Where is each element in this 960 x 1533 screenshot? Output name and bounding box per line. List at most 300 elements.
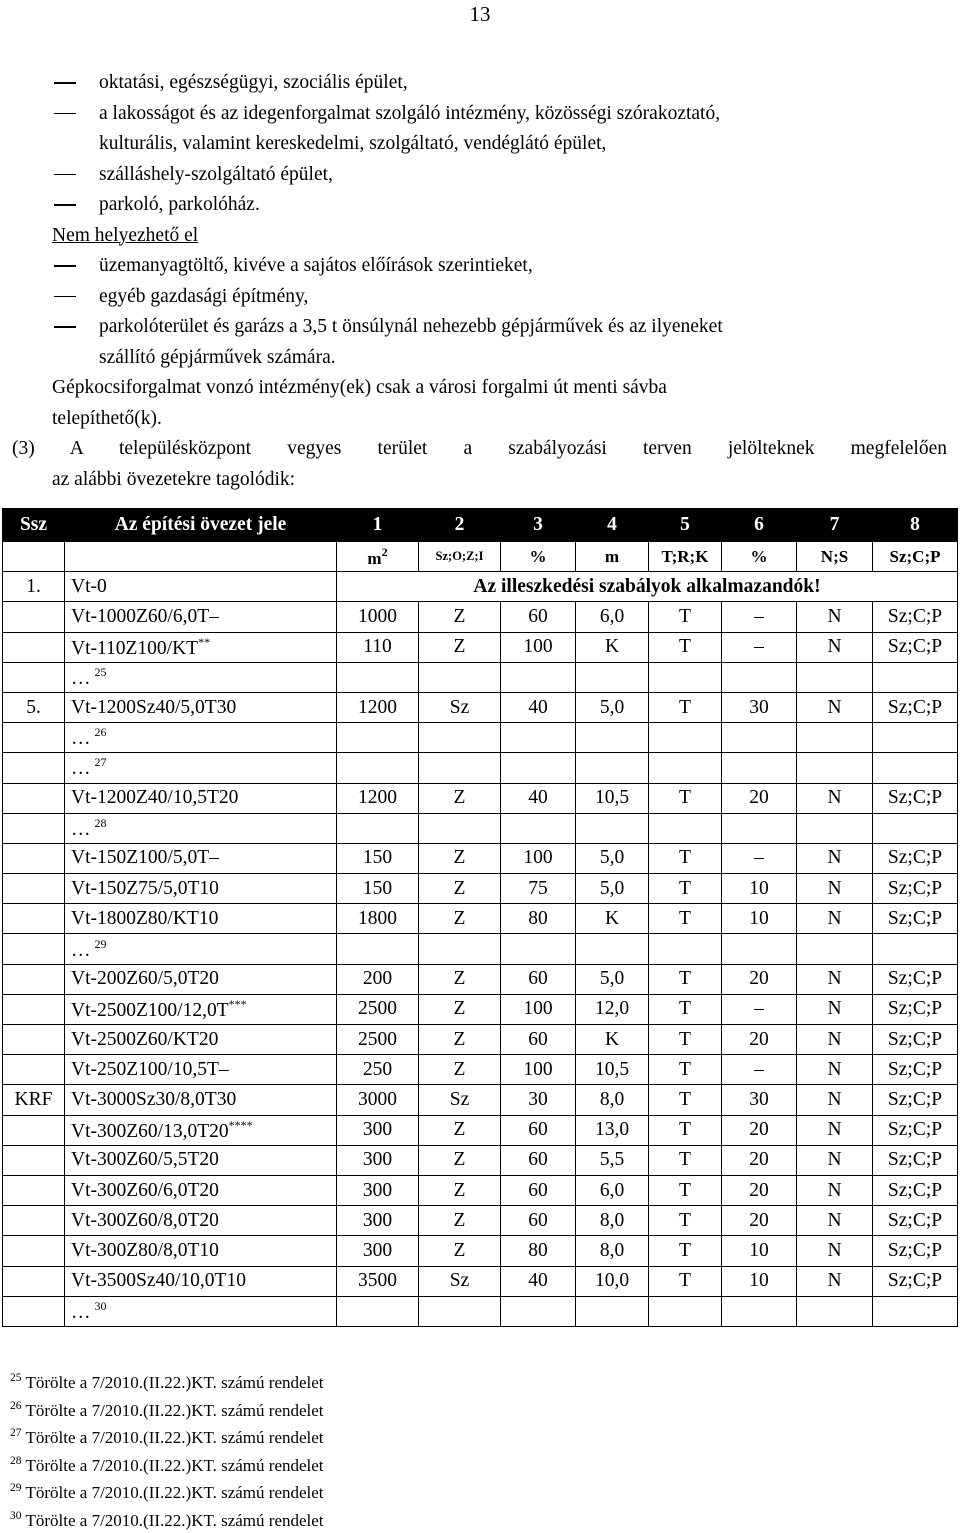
value-cell: 5,5 [576,1145,649,1175]
table-row [3,1055,958,1085]
value-cell: 60 [501,1206,576,1236]
value-cell: K [576,904,649,934]
table-row [3,904,958,934]
value-cell: Sz;C;P [873,994,958,1024]
table-row [3,692,958,722]
ssz-cell: 1. [3,572,65,602]
value-cell: 30 [722,692,797,722]
zone-code: Vt-3000Sz30/8,0T30 [71,1088,237,1110]
ssz-cell [3,632,65,662]
value-cell: N [797,964,873,994]
value-cell [337,723,419,753]
value-cell [797,813,873,843]
units-cell: Sz;O;Z;I [419,542,501,572]
table-row [3,1145,958,1175]
value-cell [873,934,958,964]
value-cell: 150 [337,874,419,904]
ssz-cell [3,1296,65,1326]
value-cell: 80 [501,1236,576,1266]
deleted-row-ellipsis: … [71,728,91,750]
header-cell: 7 [797,509,873,542]
value-cell: T [649,1236,722,1266]
value-cell: N [797,1266,873,1296]
zone-name-cell [65,632,337,662]
value-cell: 80 [501,904,576,934]
value-cell: 10 [722,1236,797,1266]
value-cell: Z [419,783,501,813]
list-item-continuation [12,129,947,160]
deleted-row-ellipsis: … [71,667,91,689]
dash-bullet-icon [54,296,76,298]
ssz-cell [3,964,65,994]
value-cell: Z [419,1236,501,1266]
paragraph-line [12,404,947,435]
value-cell [576,934,649,964]
value-cell: Z [419,843,501,873]
value-cell: 75 [501,874,576,904]
zone-name-cell [65,874,337,904]
footnote-number: 27 [10,1427,22,1440]
value-cell [873,813,958,843]
value-cell: T [649,1175,722,1205]
list-item [12,282,947,313]
value-cell [576,813,649,843]
zone-name-cell [65,662,337,692]
value-cell: Z [419,994,501,1024]
value-cell: 20 [722,1206,797,1236]
units-cell: Sz;C;P [873,542,958,572]
value-cell: T [649,994,722,1024]
value-cell: N [797,1055,873,1085]
dash-bullet-icon [54,326,76,328]
value-cell: 6,0 [576,1175,649,1205]
value-cell [501,662,576,692]
zone-name-cell [65,1236,337,1266]
value-cell: Sz;C;P [873,632,958,662]
table-row [3,1025,958,1055]
value-cell [797,662,873,692]
ssz-cell [3,1115,65,1145]
zone-code: Vt-3500Sz40/10,0T10 [71,1270,246,1292]
ssz-cell [3,602,65,632]
value-cell [873,662,958,692]
value-cell [649,753,722,783]
value-cell: 10,5 [576,783,649,813]
value-cell: 150 [337,843,419,873]
deleted-row-ellipsis: … [71,818,91,840]
zone-code: Vt-1200Sz40/5,0T30 [71,696,237,718]
value-cell: K [576,632,649,662]
footnote [10,1450,324,1478]
value-cell: Sz;C;P [873,1206,958,1236]
list-item [12,68,947,99]
dash-bullet-icon [54,82,76,84]
value-cell [722,1296,797,1326]
list-item [12,160,947,191]
value-cell: Sz;C;P [873,874,958,904]
paragraph-3-continuation [12,465,947,496]
footnote-text: Törölte a 7/2010.(II.22.)KT. számú rendelet [25,1483,324,1503]
zone-code: Vt-2500Z100/12,0T [71,999,229,1021]
ssz-cell [3,1175,65,1205]
footnote-ref: 26 [94,725,107,740]
zoning-table [2,508,958,1327]
header-cell: 3 [501,509,576,542]
zone-name-cell [65,1085,337,1115]
value-cell: N [797,904,873,934]
value-cell: Z [419,1175,501,1205]
list-item [12,251,947,282]
table-row [3,753,958,783]
units-cell: m [576,542,649,572]
value-cell: 1000 [337,602,419,632]
value-cell: Z [419,1115,501,1145]
value-cell: N [797,1236,873,1266]
zone-name-cell [65,753,337,783]
value-cell: 300 [337,1115,419,1145]
footnote-ref: 27 [94,755,107,770]
value-cell: 100 [501,632,576,662]
value-cell [576,662,649,692]
table-row [3,994,958,1024]
value-cell: T [649,1145,722,1175]
value-cell: Z [419,602,501,632]
value-cell [337,662,419,692]
ssz-cell [3,874,65,904]
value-cell: N [797,602,873,632]
value-cell: 200 [337,964,419,994]
list-item-text: üzemanyagtöltő, kivéve a sajátos előírások szerintieket, [99,255,533,276]
value-cell: 10,0 [576,1266,649,1296]
value-cell: Sz;C;P [873,783,958,813]
value-cell: Sz;C;P [873,1266,958,1296]
table-row [3,964,958,994]
value-cell: 60 [501,1175,576,1205]
footnote-number: 30 [10,1509,22,1522]
deleted-row-ellipsis: … [71,1301,91,1323]
zone-name-cell [65,964,337,994]
value-cell [501,934,576,964]
page-number: 13 [469,2,491,26]
zone-note-marker: *** [228,996,247,1011]
value-cell: 2500 [337,1025,419,1055]
table-row [3,632,958,662]
zone-code: Vt-110Z100/KT [71,637,199,659]
value-cell: 3500 [337,1266,419,1296]
value-cell: 20 [722,964,797,994]
table-row [3,874,958,904]
paragraph-text: (3) A településközpont vegyes terület a szabályozási terven jelölteknek megfelelően [12,438,947,459]
value-cell: 30 [722,1085,797,1115]
zone-name-cell: Vt-0 [65,572,337,602]
footnote-ref: 30 [94,1298,107,1313]
ssz-cell [3,1236,65,1266]
value-cell [873,723,958,753]
value-cell: – [722,602,797,632]
value-cell: 40 [501,783,576,813]
deleted-row-ellipsis: … [71,758,91,780]
table-row [3,662,958,692]
value-cell: Sz;C;P [873,964,958,994]
subheading [12,221,947,252]
value-cell: N [797,1145,873,1175]
zone-code: Vt-250Z100/10,5T– [71,1058,229,1080]
paragraph-3 [12,434,947,465]
value-cell: T [649,1025,722,1055]
value-cell: 100 [501,843,576,873]
value-cell: T [649,874,722,904]
units-cell [65,542,337,572]
table-row [3,1236,958,1266]
value-cell: N [797,994,873,1024]
value-cell: Sz;C;P [873,602,958,632]
value-cell: 40 [501,692,576,722]
zone-code: Vt-2500Z60/KT20 [71,1028,219,1050]
value-cell: 5,0 [576,874,649,904]
value-cell [649,813,722,843]
header-cell: 5 [649,509,722,542]
value-cell: – [722,843,797,873]
footnote-text: Törölte a 7/2010.(II.22.)KT. számú rendelet [25,1373,324,1392]
value-cell [649,934,722,964]
value-cell: 5,0 [576,964,649,994]
value-cell: 20 [722,1175,797,1205]
zone-code: Vt-1200Z40/10,5T20 [71,787,239,809]
zone-name-cell [65,1055,337,1085]
table-row [3,723,958,753]
value-cell: 10 [722,1266,797,1296]
value-cell: 250 [337,1055,419,1085]
ssz-cell: KRF [3,1085,65,1115]
value-cell: N [797,843,873,873]
value-cell [576,1296,649,1326]
value-cell: N [797,783,873,813]
zone-name-cell [65,1266,337,1296]
list-item-text: kulturális, valamint kereskedelmi, szolgáltató, vendéglátó épület, [99,133,607,154]
zone-name-cell [65,1145,337,1175]
zone-code: Vt-200Z60/5,0T20 [71,968,219,990]
table-row [3,1206,958,1236]
zone-note-marker: ** [198,634,211,649]
value-cell: T [649,1206,722,1236]
zone-name-cell [65,1025,337,1055]
value-cell: Z [419,1145,501,1175]
zone-name-cell [65,813,337,843]
value-cell: 100 [501,1055,576,1085]
list-item-text: szállító gépjárművek számára. [99,346,336,368]
value-cell: 8,0 [576,1236,649,1266]
value-cell [797,1296,873,1326]
list-item-text: parkolóterület és garázs a 3,5 t önsúlynál nehezebb gépjárművek és az ilyeneket [99,316,723,337]
footnote [10,1477,324,1505]
header-cell: 2 [419,509,501,542]
ssz-cell [3,813,65,843]
value-cell: 20 [722,783,797,813]
footnote [10,1422,324,1450]
value-cell [873,753,958,783]
deleted-row-ellipsis: … [71,939,91,961]
value-cell: T [649,692,722,722]
units-cell: N;S [797,542,873,572]
value-cell: T [649,602,722,632]
value-cell: K [576,1025,649,1055]
header-cell: Ssz [3,509,65,542]
zone-code: Vt-300Z60/6,0T20 [71,1179,219,1201]
zone-name-cell [65,602,337,632]
value-cell [419,753,501,783]
value-cell: T [649,904,722,934]
value-cell: 20 [722,1025,797,1055]
footnote-text: Törölte a 7/2010.(II.22.)KT. számú rendelet [25,1455,324,1475]
table-row [3,783,958,813]
value-cell: 60 [501,1115,576,1145]
footnote-number: 28 [10,1454,22,1467]
footnote-number: 29 [10,1482,22,1495]
value-cell: T [649,1055,722,1085]
footnote-number: 25 [10,1372,22,1384]
list-item-text: a lakosságot és az idegenforgalmat szolgáló intézmény, közösségi szórakoztató, [99,102,721,124]
value-cell [649,723,722,753]
zone-name-cell [65,1296,337,1326]
header-cell: 1 [337,509,419,542]
footnote [10,1505,324,1533]
value-cell [722,723,797,753]
zone-code: Vt-150Z75/5,0T10 [71,877,219,899]
value-cell [501,813,576,843]
value-cell: 40 [501,1266,576,1296]
value-cell: – [722,1055,797,1085]
zone-name-cell [65,783,337,813]
dash-bullet-icon [54,113,76,115]
value-cell: 12,0 [576,994,649,1024]
value-cell: N [797,632,873,662]
footnotes [10,1367,324,1533]
value-cell [337,753,419,783]
table-row [3,934,958,964]
value-cell: Sz [419,1085,501,1115]
value-cell: – [722,632,797,662]
value-cell: 30 [501,1085,576,1115]
value-cell [576,753,649,783]
table-row [3,602,958,632]
value-cell: Sz [419,1266,501,1296]
value-cell: 3000 [337,1085,419,1115]
table-row [3,572,958,602]
value-cell [419,813,501,843]
value-cell [873,1296,958,1326]
header-cell: 4 [576,509,649,542]
value-cell [501,753,576,783]
list-item-text: oktatási, egészségügyi, szociális épület, [99,72,408,93]
value-cell: N [797,692,873,722]
ssz-cell [3,904,65,934]
value-cell [419,1296,501,1326]
footnote-text: Törölte a 7/2010.(II.22.)KT. számú rendelet [25,1428,324,1448]
ssz-cell [3,1055,65,1085]
ssz-cell [3,723,65,753]
value-cell: T [649,632,722,662]
footnote-ref: 25 [94,664,107,679]
value-cell: Sz;C;P [873,1175,958,1205]
ssz-cell [3,783,65,813]
table-row [3,1266,958,1296]
value-cell: Z [419,904,501,934]
zone-name-cell [65,1115,337,1145]
value-cell: Sz;C;P [873,1145,958,1175]
footnote-ref: 29 [94,936,107,951]
value-cell: 300 [337,1175,419,1205]
value-cell: 300 [337,1236,419,1266]
zone-code: Vt-150Z100/5,0T– [71,847,219,869]
value-cell [722,753,797,783]
value-cell: 300 [337,1206,419,1236]
paragraph-text: Gépkocsiforgalmat vonzó intézmény(ek) csak a városi forgalmi út menti sávba [52,377,667,398]
zone-name-cell [65,934,337,964]
table-row [3,1115,958,1145]
footnote-text: Törölte a 7/2010.(II.22.)KT. számú rendelet [25,1510,324,1530]
zone-name-cell [65,723,337,753]
body-text [12,68,947,495]
zone-code: Vt-1800Z80/KT10 [71,907,219,929]
value-cell: 20 [722,1115,797,1145]
value-cell: Z [419,964,501,994]
table-row [3,843,958,873]
value-cell: Z [419,632,501,662]
value-cell: Sz [419,692,501,722]
value-cell: N [797,1025,873,1055]
footnote [10,1367,324,1395]
value-cell: N [797,1175,873,1205]
value-cell [576,723,649,753]
zone-note-marker: **** [228,1117,253,1132]
value-cell [722,934,797,964]
value-cell: Z [419,874,501,904]
value-cell: N [797,1115,873,1145]
value-cell: 60 [501,964,576,994]
value-cell: 1800 [337,904,419,934]
ssz-cell [3,1025,65,1055]
header-cell: 8 [873,509,958,542]
list-item [12,312,947,343]
table-row [3,1085,958,1115]
ssz-cell [3,934,65,964]
zone-code: Vt-300Z60/8,0T20 [71,1209,219,1231]
list-item [12,99,947,130]
value-cell [722,662,797,692]
zone-name-cell [65,1175,337,1205]
list-item-text: egyéb gazdasági építmény, [99,285,309,307]
dash-bullet-icon [54,174,76,176]
zone-name-cell [65,904,337,934]
value-cell: Sz;C;P [873,692,958,722]
unit-superscript: 2 [381,544,388,559]
value-cell [337,934,419,964]
value-cell [797,934,873,964]
value-cell: Z [419,1055,501,1085]
value-cell: Sz;C;P [873,1055,958,1085]
value-cell: T [649,1115,722,1145]
value-cell: Sz;C;P [873,1115,958,1145]
ssz-cell [3,843,65,873]
value-cell [649,1296,722,1326]
ssz-cell [3,1266,65,1296]
ssz-cell [3,753,65,783]
value-cell: – [722,994,797,1024]
value-cell: T [649,1085,722,1115]
value-cell: Z [419,1206,501,1236]
value-cell: T [649,964,722,994]
value-cell: 8,0 [576,1206,649,1236]
